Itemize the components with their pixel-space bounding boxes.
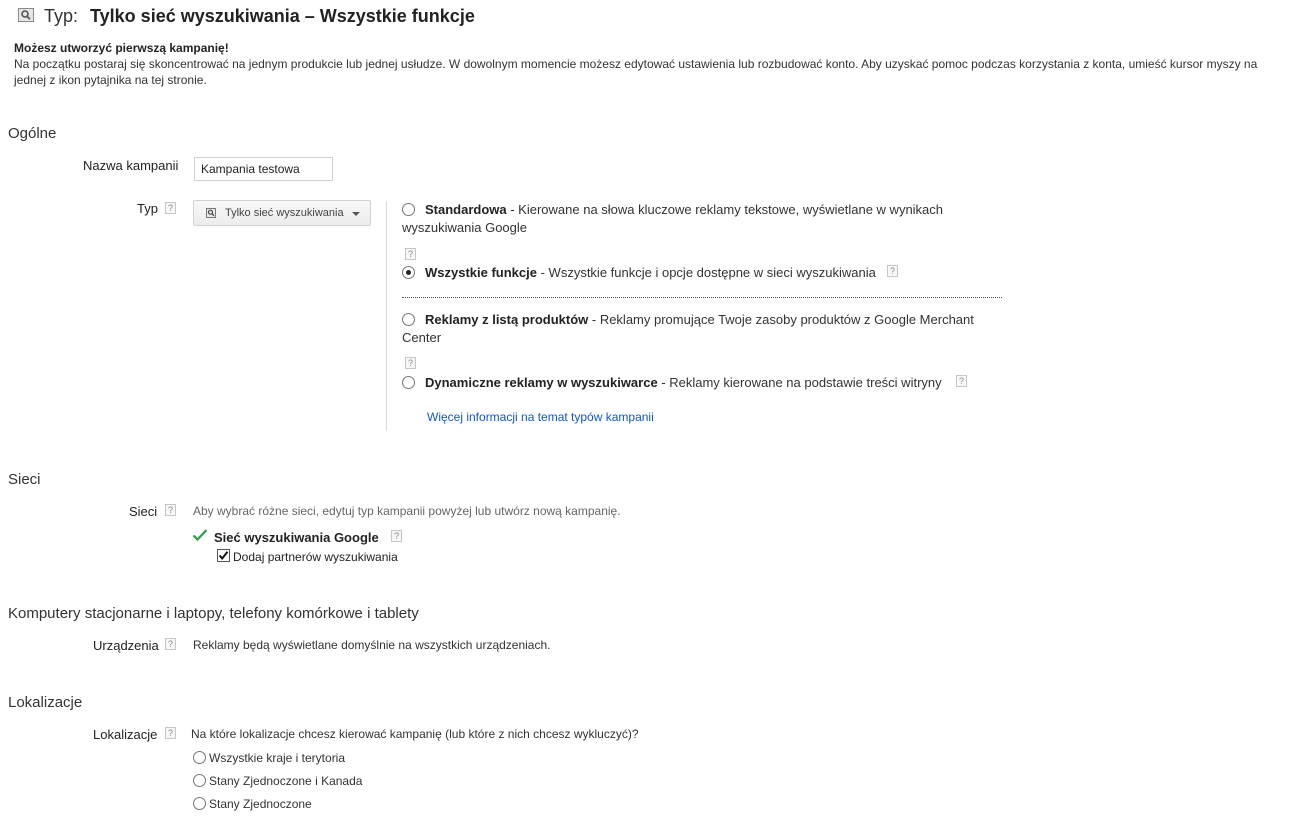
campaign-type-dropdown-label: Tylko sieć wyszukiwania: [225, 207, 344, 219]
search-partners-label[interactable]: Dodaj partnerów wyszukiwania: [233, 550, 398, 564]
type-option-dynamic-description: - Reklamy kierowane na podstawie treści witryny: [657, 375, 942, 390]
locations-help-icon[interactable]: [165, 727, 176, 739]
type-option-all-features-name: Wszystkie funkcje: [425, 265, 537, 280]
google-search-help-icon[interactable]: [391, 530, 402, 542]
type-help-icon[interactable]: [165, 202, 176, 214]
checkmark-icon: [192, 528, 208, 542]
type-option-all-features-radio[interactable]: [402, 266, 415, 279]
intro-text: Na początku postaraj się skoncentrować na jednym produkcie lub jednej usłudze. W dowolnym momencie możesz edytować ustawienia lub rozbudować konto. Aby uzyskać pomoc podczas korzystania z konta, umieść kursor myszy na jednej z ikon pytajnika na tej stronie.: [14, 57, 1258, 87]
type-option-dynamic: [425, 374, 942, 392]
campaign-name-label: Nazwa kampanii: [83, 158, 179, 173]
dotted-separator: [402, 297, 1002, 298]
type-option-all-features: [425, 264, 876, 282]
networks-description: Aby wybrać różne sieci, edytuj typ kampanii powyżej lub utwórz nową kampanię.: [193, 504, 621, 518]
product-listing-help-icon[interactable]: [405, 357, 416, 369]
type-option-standard-name: Standardowa: [425, 202, 507, 217]
location-option-label[interactable]: Stany Zjednoczone i Kanada: [209, 774, 363, 788]
page-title-prefix: Typ:: [44, 6, 79, 26]
locations-label: Lokalizacje: [93, 727, 158, 742]
dynamic-help-icon[interactable]: [956, 375, 967, 387]
more-info-link[interactable]: Więcej informacji na temat typów kampanii: [427, 410, 654, 424]
locations-question: Na które lokalizacje chcesz kierować kampanię (lub które z nich chcesz wykluczyć)?: [191, 727, 639, 741]
location-option-radio[interactable]: [193, 774, 206, 787]
type-options-divider: [386, 201, 387, 431]
type-option-product-listing: [402, 311, 1002, 347]
type-option-standard: [402, 201, 1002, 237]
location-option-label[interactable]: Wszystkie kraje i terytoria: [209, 751, 346, 765]
search-network-icon: [206, 208, 216, 218]
type-option-product-listing-description: - Reklamy promujące Twoje zasoby produktów z Google Merchant Center: [402, 312, 974, 345]
networks-help-icon[interactable]: [165, 504, 176, 516]
search-partners-checkbox[interactable]: [217, 549, 230, 562]
type-option-all-features-description: - Wszystkie funkcje i opcje dostępne w sieci wyszukiwania: [537, 265, 876, 280]
section-title-general: Ogólne: [8, 125, 57, 142]
page-title: Tylko sieć wyszukiwania – Wszystkie funkcje: [90, 6, 475, 26]
type-option-product-listing-name: Reklamy z listą produktów: [425, 312, 589, 327]
location-option-radio[interactable]: [193, 797, 206, 810]
intro-title: Możesz utworzyć pierwszą kampanię!: [14, 41, 229, 55]
campaign-name-input[interactable]: [194, 157, 333, 181]
section-title-networks: Sieci: [8, 471, 41, 488]
section-title-locations: Lokalizacje: [8, 694, 83, 711]
google-search-network: Sieć wyszukiwania Google: [214, 530, 379, 545]
standard-help-icon[interactable]: [405, 248, 416, 260]
networks-label: Sieci: [129, 504, 158, 519]
type-option-dynamic-radio[interactable]: [402, 376, 415, 389]
section-title-devices: Komputery stacjonarne i laptopy, telefony komórkowe i tablety: [8, 605, 419, 622]
location-option-label[interactable]: Stany Zjednoczone: [209, 797, 312, 811]
campaign-type-dropdown[interactable]: [193, 200, 371, 226]
devices-description: Reklamy będą wyświetlane domyślnie na wszystkich urządzeniach.: [193, 638, 551, 652]
devices-label: Urządzenia: [93, 638, 159, 653]
type-option-standard-description: - Kierowane na słowa kluczowe reklamy tekstowe, wyświetlane w wynikach wyszukiwania Google: [402, 202, 944, 235]
devices-help-icon[interactable]: [165, 638, 176, 650]
location-option-radio[interactable]: [193, 751, 206, 764]
all-features-help-icon[interactable]: [887, 265, 898, 277]
type-option-dynamic-name: Dynamiczne reklamy w wyszukiwarce: [425, 375, 658, 390]
type-label: Typ: [137, 201, 158, 216]
chevron-down-icon: [352, 212, 360, 216]
search-network-icon: [18, 8, 34, 22]
checkbox-check-icon: [218, 550, 229, 561]
